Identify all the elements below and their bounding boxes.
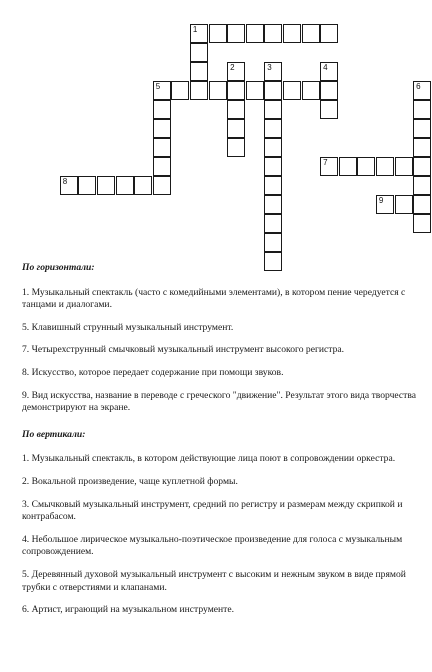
crossword-cell[interactable] xyxy=(413,138,431,157)
crossword-cell[interactable] xyxy=(264,100,282,119)
crossword-cell[interactable] xyxy=(227,138,245,157)
down-clue-3: 3. Смычковый музыкальный инструмент, средний по регистру и размерам между скрипкой и контрабасом. xyxy=(22,498,403,523)
clue-number: 9 xyxy=(378,196,384,205)
crossword-cell[interactable] xyxy=(264,81,282,100)
clue-number: 8 xyxy=(62,177,68,186)
crossword-cell[interactable] xyxy=(339,157,357,176)
across-clue-1: 1. Музыкальный спектакль (часто с комедийными элементами), в котором пение чередуется с танцами и диалогами. xyxy=(22,286,406,311)
crossword-cell[interactable] xyxy=(97,176,115,195)
crossword-cell[interactable] xyxy=(153,176,171,195)
crossword-cell[interactable] xyxy=(227,119,245,138)
crossword-cell[interactable] xyxy=(413,119,431,138)
down-clue-1: 1. Музыкальный спектакль, в котором действующие лица поют в сопровождении оркестра. xyxy=(22,453,396,465)
crossword-cell[interactable] xyxy=(246,24,264,43)
down-heading: По вертикали: xyxy=(22,428,86,440)
crossword-cell[interactable] xyxy=(395,195,413,214)
crossword-cell[interactable] xyxy=(413,214,431,233)
clue-number: 4 xyxy=(323,63,328,72)
crossword-cell[interactable] xyxy=(413,100,431,119)
crossword-cell[interactable] xyxy=(376,157,394,176)
clues-section xyxy=(22,262,424,627)
crossword-cell[interactable] xyxy=(357,157,375,176)
crossword-cell[interactable] xyxy=(190,43,208,62)
crossword-cell[interactable] xyxy=(283,81,301,100)
crossword-cell[interactable] xyxy=(264,24,282,43)
crossword-cell[interactable] xyxy=(320,24,338,43)
crossword-cell[interactable] xyxy=(320,100,338,119)
crossword-cell[interactable] xyxy=(227,100,245,119)
crossword-cell[interactable] xyxy=(209,24,227,43)
crossword-cell[interactable] xyxy=(302,24,320,43)
crossword-cell[interactable] xyxy=(264,233,282,252)
crossword-cell[interactable] xyxy=(246,81,264,100)
crossword-cell[interactable] xyxy=(153,119,171,138)
crossword-cell[interactable] xyxy=(153,157,171,176)
crossword-cell[interactable] xyxy=(153,100,171,119)
clue-number: 1 xyxy=(192,25,198,34)
crossword-cell[interactable] xyxy=(153,138,171,157)
crossword-cell[interactable] xyxy=(413,157,431,176)
crossword-cell[interactable] xyxy=(190,81,208,100)
crossword-grid xyxy=(0,0,432,262)
crossword-cell[interactable] xyxy=(320,81,338,100)
crossword-cell[interactable] xyxy=(227,81,245,100)
crossword-cell[interactable] xyxy=(227,24,245,43)
across-heading: По горизонтали: xyxy=(22,262,95,273)
across-clue-9: 9. Вид искусства, название в переводе с греческого "движение". Результат этого вида творчества демонстрируют на экране. xyxy=(22,389,417,414)
crossword-cell[interactable] xyxy=(264,176,282,195)
crossword-cell[interactable] xyxy=(264,195,282,214)
crossword-cell[interactable] xyxy=(302,81,320,100)
across-clue-7: 7. Четырехструнный смычковый музыкальный инструмент высокого регистра. xyxy=(22,344,345,356)
clue-number: 5 xyxy=(155,82,161,91)
across-clue-8: 8. Искусство, которое передает содержание при помощи звуков. xyxy=(22,366,284,378)
crossword-cell[interactable] xyxy=(264,157,282,176)
crossword-cell[interactable] xyxy=(116,176,134,195)
clue-number: 3 xyxy=(267,63,272,72)
across-clue-5: 5. Клавишный струнный музыкальный инструмент. xyxy=(22,321,234,333)
crossword-cell[interactable] xyxy=(209,81,227,100)
crossword-cell[interactable] xyxy=(134,176,152,195)
down-clue-4: 4. Небольшое лирическое музыкально-поэтическое произведение для голоса с музыкальным сопровождением. xyxy=(22,533,403,558)
crossword-cell[interactable] xyxy=(190,62,208,81)
crossword-cell[interactable] xyxy=(264,119,282,138)
crossword-cell[interactable] xyxy=(283,24,301,43)
crossword-cell[interactable] xyxy=(78,176,96,195)
crossword-cell[interactable] xyxy=(264,138,282,157)
crossword-cell[interactable] xyxy=(264,214,282,233)
crossword-cell[interactable] xyxy=(413,195,431,214)
clue-number: 2 xyxy=(230,63,235,72)
crossword-cell[interactable] xyxy=(171,81,189,100)
down-clue-5: 5. Деревянный духовой музыкальный инструмент с высоким и нежным звуком в виде прямой трубки с отверстиями и клапанами. xyxy=(22,568,406,593)
clue-number: 7 xyxy=(323,158,328,167)
clue-number: 6 xyxy=(416,82,421,91)
down-clue-6: 6. Артист, играющий на музыкальном инструменте. xyxy=(22,604,235,616)
crossword-cell[interactable] xyxy=(413,176,431,195)
down-clue-2: 2. Вокальной произведение, чаще куплетной формы. xyxy=(22,475,238,487)
crossword-cell[interactable] xyxy=(395,157,413,176)
